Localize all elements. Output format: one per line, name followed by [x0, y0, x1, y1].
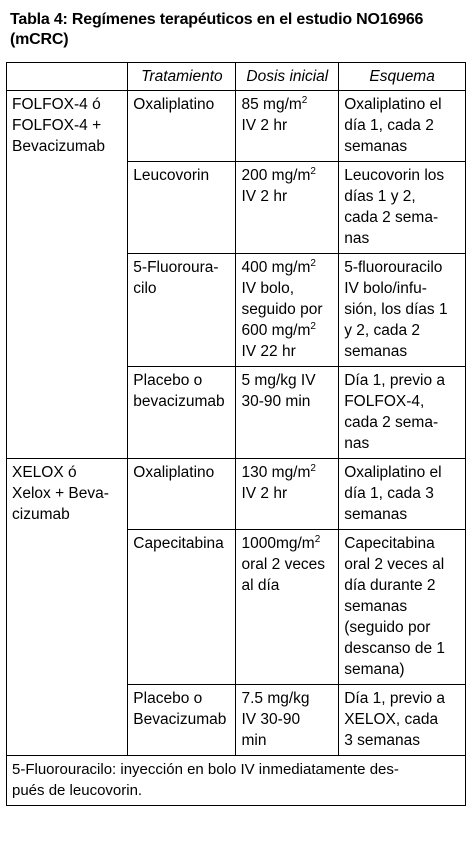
schedule-line: nas: [344, 435, 370, 452]
schedule-line: semanas: [344, 138, 408, 155]
schedule-line: Oxaliplatino el: [344, 96, 442, 113]
dose-line: [241, 299, 333, 320]
schedule-cell: [339, 685, 466, 756]
dose-text: 600 mg/m: [241, 322, 311, 339]
schedule-line: sión, los días 1: [344, 301, 448, 318]
dose-text: 30-90 min: [241, 393, 311, 410]
regimen-cell: [7, 91, 128, 459]
schedule-line: FOLFOX-4,: [344, 393, 425, 410]
treatment-line: Leucovorin: [133, 167, 210, 184]
treatment-line: Oxaliplatino: [133, 464, 215, 481]
dose-text: seguido por: [241, 301, 323, 318]
schedule-line: cada 2 sema-: [344, 209, 439, 226]
dose-line: [241, 320, 333, 341]
header-dose: Dosis inicial: [236, 63, 339, 91]
dose-text: 7.5 mg/kg: [241, 690, 310, 707]
schedule-cell: [339, 530, 466, 685]
dose-cell: [236, 685, 339, 756]
schedule-line: 5-fluorouracilo: [344, 259, 443, 276]
dose-line: [241, 533, 333, 554]
treatment-cell: [128, 459, 236, 530]
footnote-line: 5-Fluorouracilo: inyección en bolo IV inmediatamente des-: [12, 761, 399, 778]
dose-superscript: 2: [310, 321, 316, 332]
dose-cell: [236, 254, 339, 367]
schedule-line: cada 2 sema-: [344, 414, 439, 431]
dose-text: IV 2 hr: [241, 117, 288, 134]
dose-superscript: 2: [314, 534, 321, 545]
dose-text: IV bolo,: [241, 280, 295, 297]
dose-line: [241, 483, 333, 504]
schedule-line: (seguido por: [344, 619, 431, 636]
treatment-line: Capecitabina: [133, 535, 224, 552]
dose-cell: [236, 162, 339, 254]
dose-line: [241, 370, 333, 391]
dose-line: [241, 730, 333, 751]
dose-cell: [236, 367, 339, 459]
dose-line: [241, 709, 333, 730]
schedule-line: nas: [344, 230, 370, 247]
table-row: [7, 91, 466, 162]
dose-text: IV 22 hr: [241, 343, 296, 360]
treatment-cell: [128, 685, 236, 756]
caption-line: (mCRC): [10, 31, 69, 48]
schedule-line: semanas: [344, 598, 408, 615]
treatment-line: Bevacizumab: [133, 711, 227, 728]
schedule-line: Leucovorin los: [344, 167, 445, 184]
dose-text: 1000mg/m: [241, 535, 315, 552]
regimen-line: FOLFOX-4 +: [12, 117, 102, 134]
schedule-line: Capecitabina: [344, 535, 435, 552]
treatment-line: Oxaliplatino: [133, 96, 215, 113]
schedule-line: descanso de 1: [344, 640, 446, 657]
dose-text: IV 30-90: [241, 711, 301, 728]
treatment-cell: [128, 367, 236, 459]
header-treatment: Tratamiento: [128, 63, 236, 91]
dose-line: [241, 186, 333, 207]
caption-line: Tabla 4: Regímenes terapéuticos en el estudio NO16966: [10, 11, 424, 28]
dose-line: [241, 341, 333, 362]
dose-superscript: 2: [301, 95, 308, 106]
dose-text: 130 mg/m: [241, 464, 311, 481]
schedule-line: IV bolo/infu-: [344, 280, 427, 297]
dose-cell: [236, 530, 339, 685]
dose-text: oral 2 veces: [241, 556, 326, 573]
footnote-line: pués de leucovorin.: [12, 782, 143, 799]
regimen-line: Xelox + Beva-: [12, 485, 109, 502]
header-empty: [7, 63, 128, 91]
dose-line: [241, 391, 333, 412]
dose-line: [241, 575, 333, 596]
treatment-line: bevacizumab: [133, 393, 225, 410]
treatment-line: 5-Fluoroura-: [133, 259, 219, 276]
treatment-line: cilo: [133, 280, 157, 297]
schedule-line: día 1, cada 2: [344, 117, 434, 134]
schedule-cell: [339, 367, 466, 459]
schedule-line: Día 1, previo a: [344, 372, 446, 389]
schedule-line: 3 semanas: [344, 732, 421, 749]
dose-text: 5 mg/kg IV: [241, 372, 316, 389]
dose-line: [241, 257, 333, 278]
regimen-line: Bevacizumab: [12, 138, 106, 155]
regimen-table: [6, 62, 466, 806]
dose-text: 400 mg/m: [241, 259, 311, 276]
schedule-line: y 2, cada 2: [344, 322, 421, 339]
dose-text: al día: [241, 577, 280, 594]
dose-cell: [236, 91, 339, 162]
table-row: [7, 459, 466, 530]
dose-text: 85 mg/m: [241, 96, 302, 113]
dose-superscript: 2: [310, 166, 316, 177]
regimen-line: XELOX ó: [12, 464, 77, 481]
dose-text: IV 2 hr: [241, 188, 288, 205]
schedule-line: días 1 y 2,: [344, 188, 416, 205]
schedule-line: semanas: [344, 506, 408, 523]
schedule-cell: [339, 162, 466, 254]
dose-cell: [236, 459, 339, 530]
dose-text: 200 mg/m: [241, 167, 311, 184]
table-body: [7, 91, 466, 756]
schedule-line: Oxaliplatino el: [344, 464, 442, 481]
schedule-line: semana): [344, 661, 405, 678]
regimen-line: FOLFOX-4 ó: [12, 96, 101, 113]
dose-superscript: 2: [310, 463, 316, 474]
schedule-cell: [339, 254, 466, 367]
treatment-line: Placebo o: [133, 690, 203, 707]
header-row: [7, 63, 466, 91]
schedule-line: XELOX, cada: [344, 711, 439, 728]
treatment-cell: [128, 254, 236, 367]
treatment-cell: [128, 530, 236, 685]
dose-line: [241, 165, 333, 186]
schedule-cell: [339, 459, 466, 530]
dose-line: [241, 94, 333, 115]
schedule-line: semanas: [344, 343, 408, 360]
schedule-line: Día 1, previo a: [344, 690, 446, 707]
schedule-line: día 1, cada 3: [344, 485, 434, 502]
treatment-cell: [128, 162, 236, 254]
regimen-line: cizumab: [12, 506, 70, 523]
dose-line: [241, 688, 333, 709]
schedule-cell: [339, 91, 466, 162]
dose-text: IV 2 hr: [241, 485, 288, 502]
regimen-cell: [7, 459, 128, 756]
schedule-line: día durante 2: [344, 577, 436, 594]
dose-line: [241, 462, 333, 483]
dose-line: [241, 115, 333, 136]
footnote-row: [7, 756, 466, 806]
table-caption: [10, 10, 462, 50]
treatment-cell: [128, 91, 236, 162]
schedule-line: oral 2 veces al: [344, 556, 445, 573]
footnote: [7, 756, 466, 806]
dose-superscript: 2: [310, 258, 316, 269]
dose-line: [241, 278, 333, 299]
header-schedule: Esquema: [339, 63, 466, 91]
dose-text: min: [241, 732, 267, 749]
treatment-line: Placebo o: [133, 372, 203, 389]
dose-line: [241, 554, 333, 575]
